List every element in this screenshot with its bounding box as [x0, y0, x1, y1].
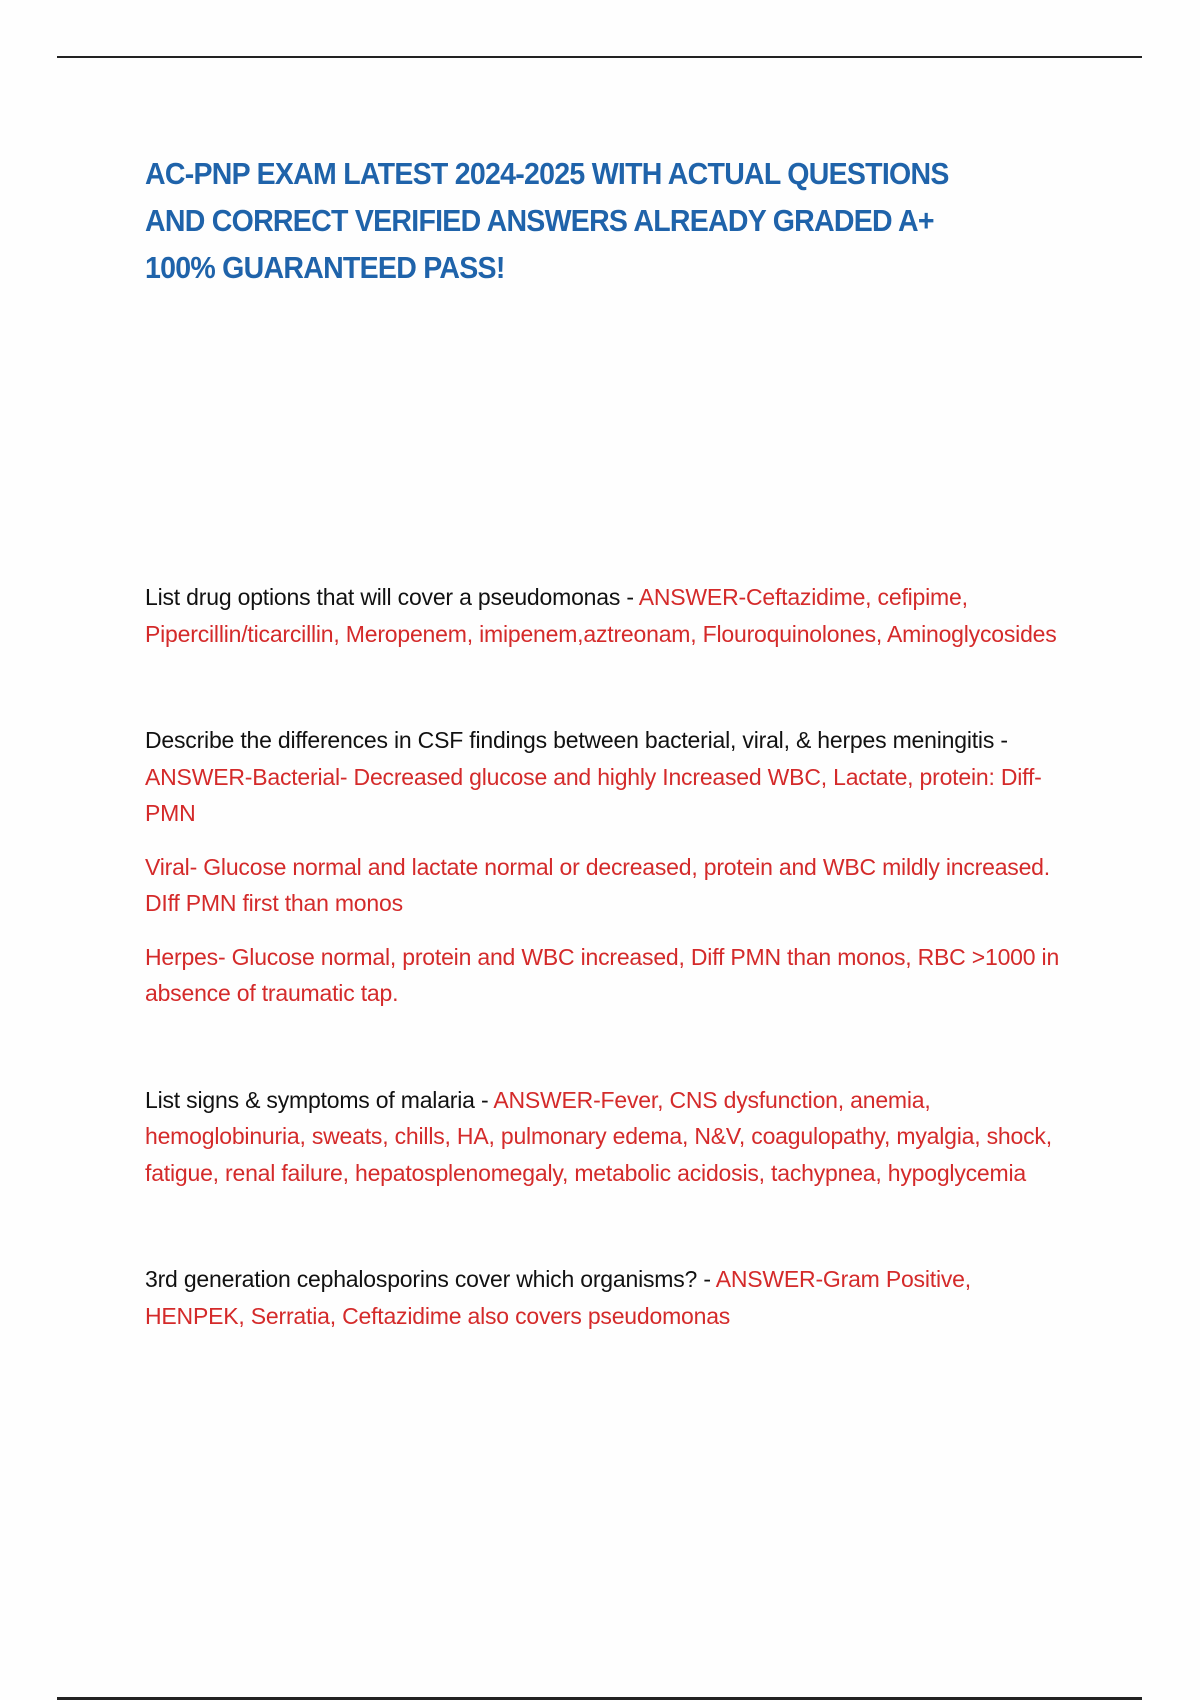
qa-list: [145, 579, 1075, 1334]
answer-continuation: Viral- Glucose normal and lactate normal or decreased, protein and WBC mildly increased. DIff PMN first than monos: [145, 853, 1050, 916]
separator: -: [697, 1266, 716, 1292]
document-title: AC-PNP EXAM LATEST 2024-2025 WITH ACTUAL QUESTIONS AND CORRECT VERIFIED ANSWERS ALREADY GRADED A+ 100% GUARANTEED PASS!: [145, 156, 949, 285]
answer-text: ANSWER-Gram Positive, HENPEK, Serratia, Ceftazidime also covers pseudomonas: [145, 1266, 971, 1329]
answer-text: ANSWER-Ceftazidime, cefipime, Pipercillin/ticarcillin, Meropenem, imipenem,aztreonam, Flouroquinolones, Aminoglycosides: [145, 584, 1057, 647]
question-text: List drug options that will cover a pseudomonas: [145, 584, 621, 610]
qa-item: [145, 1261, 1075, 1334]
qa-item: [145, 579, 1075, 652]
answer-text: ANSWER-Bacterial- Decreased glucose and highly Increased WBC, Lactate, protein: Diff- PMN: [145, 763, 1042, 826]
qa-item: [145, 722, 1075, 832]
separator: -: [620, 584, 639, 610]
question-text: List signs & symptoms of malaria: [145, 1086, 475, 1113]
answer-text: ANSWER-Fever, CNS dysfunction, anemia, hemoglobinuria, sweats, chills, HA, pulmonary edema, N&V, coagulopathy, myalgia, shock, fatigue, renal failure, hepatosplenomegaly, metabolic acidosis, tachypnea, hypoglycemia: [145, 1086, 1052, 1186]
separator: -: [994, 727, 1008, 753]
question-text: Describe the differences in CSF findings between bacterial, viral, & herpes meningitis: [145, 727, 995, 753]
qa-item: [145, 1082, 1075, 1192]
answer-continuation: Herpes- Glucose normal, protein and WBC increased, Diff PMN than monos, RBC >1000 in absence of traumatic tap.: [145, 943, 1060, 1006]
separator: -: [474, 1086, 494, 1113]
top-rule: [57, 56, 1142, 58]
question-text: 3rd generation cephalosporins cover which organisms?: [145, 1266, 698, 1292]
